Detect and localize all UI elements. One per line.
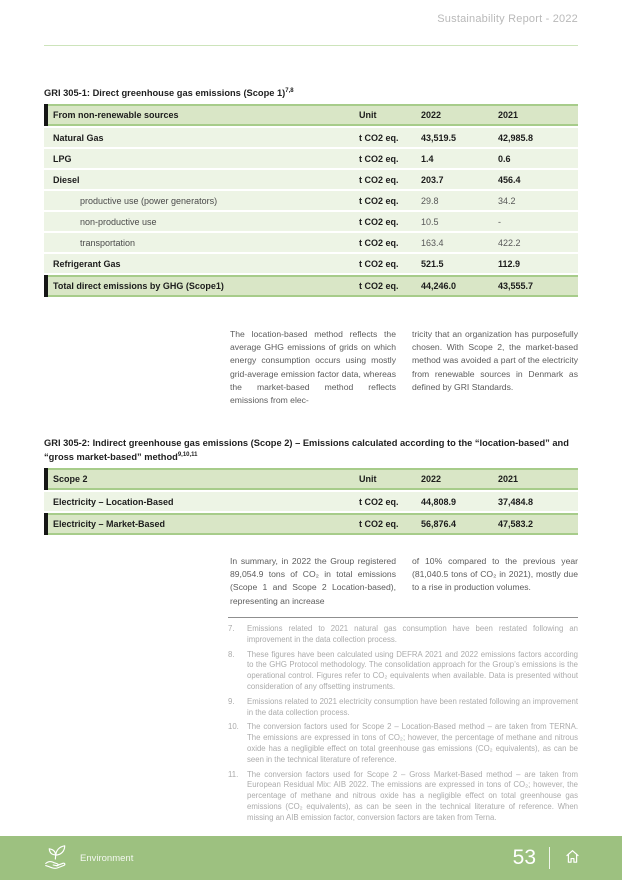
- table1-title: [44, 85, 578, 99]
- footnote-number: 10.: [228, 722, 239, 732]
- total-value-2022: 44,246.0: [421, 281, 457, 292]
- table-row: [44, 128, 578, 147]
- row-unit: t CO2 eq.: [359, 258, 399, 269]
- row-value-2022: 29.8: [421, 195, 439, 206]
- eco-hand-plant-icon: [40, 841, 70, 876]
- table2-title-text: GRI 305-2: Indirect greenhouse gas emissions (Scope 2) – Emissions calculated according to the “location-based” and “gross market-based” method: [44, 438, 569, 463]
- column-header-2022: 2022: [421, 110, 442, 121]
- row-unit: t CO2 eq.: [359, 216, 399, 227]
- table1-total-row: [44, 275, 578, 297]
- row-value-2021: 37,484.8: [498, 496, 534, 507]
- total-unit: t CO2 eq.: [359, 281, 399, 292]
- column-header-label: Scope 2: [53, 474, 88, 485]
- column-header-2022: 2022: [421, 474, 442, 485]
- footnotes-block: [228, 624, 578, 828]
- header-divider: [44, 45, 578, 46]
- row-label: transportation: [80, 237, 136, 248]
- row-value-2021: 422.2: [498, 237, 521, 248]
- row-value-2021: 47,583.2: [498, 519, 534, 530]
- row-unit: t CO2 eq.: [359, 496, 399, 507]
- row-value-2022: 521.5: [421, 258, 444, 269]
- footnote-number: 9.: [228, 696, 235, 706]
- footnote-item: [228, 770, 578, 824]
- footnote-text: These figures have been calculated using DEFRA 2021 and 2022 emissions factors according to the GHG Protocol methodology. The consolidation approach for the Group’s emissions is the operational control. Figures refer to CO₂ equivalents when available. Data is presented without consideration of any offsetting instruments.: [247, 649, 578, 691]
- row-value-2022: 1.4: [421, 153, 434, 164]
- footnote-item: [228, 624, 578, 646]
- home-button[interactable]: [563, 847, 582, 869]
- row-unit: t CO2 eq.: [359, 132, 399, 143]
- row-label: Natural Gas: [53, 132, 104, 143]
- row-unit: t CO2 eq.: [359, 174, 399, 185]
- table-row: [44, 170, 578, 189]
- table2-section: [44, 437, 578, 537]
- table-row: [44, 254, 578, 273]
- table-subrow: [44, 212, 578, 231]
- paragraph-column-right: tricity that an organization has purposefully chosen. With Scope 2, the market-based method was avoided a part of the electricity from renewable sources in Denmark as defined by GRI Standards.: [412, 329, 578, 392]
- row-value-2021: 456.4: [498, 174, 521, 185]
- footer-section: [40, 841, 133, 876]
- total-label: Total direct emissions by GHG (Scope1): [53, 281, 224, 292]
- table-row: [44, 492, 578, 511]
- footnote-item: [228, 722, 578, 765]
- footnote-text: The conversion factors used for Scope 2 – Gross Market-Based method – are taken from European Residual Mix: AIB 2022. The emissions are expressed in tons of CO₂; however, the percentage of methane and nitrous oxide has a negligible effect on total greenhouse gas emissions (CO₂ equivalents), as can be seen in the technical literature of reference. When missing an AIB emission factor, conversion factors are taken from Terna.: [247, 769, 578, 822]
- footer-pagination: [513, 846, 582, 870]
- footer-bar: [0, 836, 622, 880]
- footnote-text: Emissions related to 2021 electricity consumption have been restated following an improvement in the data collection process.: [247, 696, 578, 717]
- row-value-2021: 112.9: [498, 258, 521, 269]
- row-value-2021: -: [498, 216, 501, 227]
- page-number: 53: [512, 846, 536, 869]
- row-label: Electricity – Market-Based: [53, 519, 166, 530]
- table1-title-text: GRI 305-1: Direct greenhouse gas emissions (Scope 1): [44, 88, 286, 99]
- table-row: [44, 149, 578, 168]
- footnote-item: [228, 650, 578, 693]
- footer-section-label: Environment: [80, 852, 134, 864]
- footnote-item: [228, 697, 578, 719]
- footnotes-divider: [228, 617, 578, 618]
- row-label: Electricity – Location-Based: [53, 496, 174, 507]
- row-unit: t CO2 eq.: [359, 519, 399, 530]
- column-header-2021: 2021: [498, 110, 519, 121]
- footer-divider: [549, 847, 550, 869]
- row-value-2022: 203.7: [421, 174, 444, 185]
- table2-header-row: [44, 468, 578, 490]
- paragraph-column-left: In summary, in 2022 the Group registered 89,054.9 tons of CO₂ in total emissions (Scope 1 and Scope 2 Location-based), representing an increase: [230, 556, 396, 606]
- row-unit: t CO2 eq.: [359, 195, 399, 206]
- footnote-number: 8.: [228, 649, 235, 659]
- column-header-unit: Unit: [359, 474, 377, 485]
- column-header-unit: Unit: [359, 110, 377, 121]
- row-value-2022: 44,808.9: [421, 496, 457, 507]
- table1-section: [44, 85, 578, 299]
- row-value-2022: 10.5: [421, 216, 439, 227]
- row-value-2022: 43,519.5: [421, 132, 457, 143]
- row-unit: t CO2 eq.: [359, 153, 399, 164]
- table1-title-footnote-refs: 7,8: [285, 88, 294, 94]
- footnote-number: 7.: [228, 624, 235, 633]
- table2-title: [44, 437, 578, 463]
- row-value-2021: 0.6: [498, 153, 511, 164]
- table-subrow: [44, 191, 578, 210]
- row-label: Refrigerant Gas: [53, 258, 121, 269]
- row-label: non-productive use: [80, 216, 157, 227]
- paragraph-column-left: The location-based method reflects the average GHG emissions of grids on which energy consumption occurs using mostly grid-average emission factor data, whereas the market-based method reflects emissions from elec-: [230, 329, 396, 406]
- body-paragraph-2: [230, 555, 578, 608]
- row-label: LPG: [53, 153, 72, 164]
- row-value-2022: 163.4: [421, 237, 444, 248]
- row-label: Diesel: [53, 174, 80, 185]
- paragraph-column-right: of 10% compared to the previous year (81,040.5 tons of CO₂ in 2021), mostly due to a rise in production volumes.: [412, 556, 578, 593]
- footnote-text: Emissions related to 2021 natural gas consumption have been restated following an improvement in the data collection process.: [247, 624, 578, 644]
- table2-market-based-row: [44, 513, 578, 535]
- table-subrow: [44, 233, 578, 252]
- footnote-number: 11.: [228, 769, 239, 779]
- body-paragraph-1: [230, 328, 578, 407]
- table2-title-footnote-refs: 9,10,11: [177, 452, 198, 458]
- total-value-2021: 43,555.7: [498, 281, 534, 292]
- row-value-2021: 34.2: [498, 195, 516, 206]
- row-value-2022: 56,876.4: [421, 519, 457, 530]
- report-header-title: Sustainability Report - 2022: [437, 13, 578, 25]
- row-unit: t CO2 eq.: [359, 237, 399, 248]
- home-icon: [563, 847, 582, 869]
- column-header-2021: 2021: [498, 474, 519, 485]
- table1-header-row: [44, 104, 578, 126]
- footnote-text: The conversion factors used for Scope 2 – Location-Based method – are taken from TERNA. The emissions are expressed in tons of CO₂; however, the percentage of methane and nitrous oxide has a negligible effect on total greenhouse gas emissions (CO₂ equivalents), as can be seen in the technical literature of reference.: [247, 722, 578, 764]
- row-value-2021: 42,985.8: [498, 132, 534, 143]
- column-header-label: From non-renewable sources: [53, 110, 179, 121]
- row-label: productive use (power generators): [80, 195, 218, 206]
